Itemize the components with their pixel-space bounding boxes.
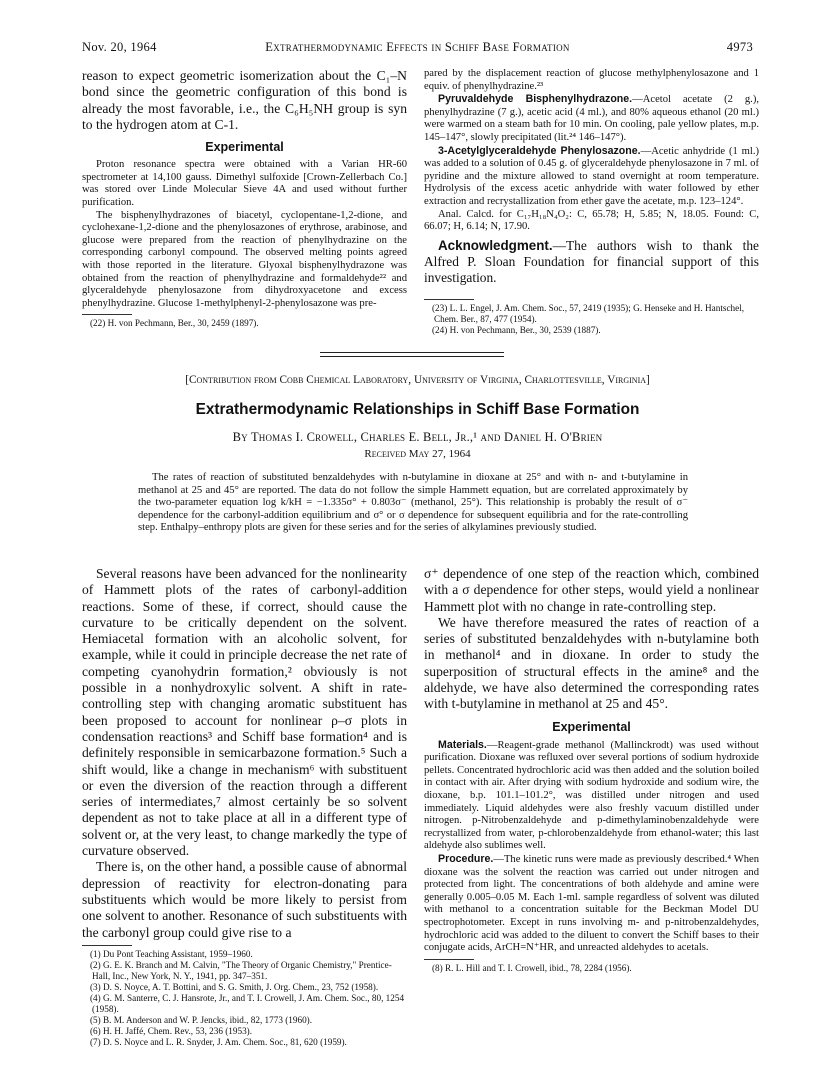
materials-heading: Materials. <box>438 738 487 751</box>
footnote-rule <box>82 314 132 315</box>
body-paragraph-4: We have therefore measured the rates of reaction of a series of substituted benzaldehydes with n-butylamine both in methanol⁴ and in dioxane. In order to study the superposition of structural effects in the amine⁸ and the aldehyde, we have also determined the corresponding rates with t-butylamine in methanol at 25 and 45°. <box>424 614 759 712</box>
acknowledgment-heading: Acknowledgment. <box>438 237 553 253</box>
procedure-paragraph <box>424 853 759 955</box>
footnote-2: (2) G. E. K. Branch and M. Calvin, "The Theory of Organic Chemistry," Prentice-Hall, Inc., New York, N. Y., 1941, pp. 347–351. <box>90 959 392 981</box>
acetylglyceraldehyde-paragraph <box>424 145 759 209</box>
footnote-7: (7) D. S. Noyce and L. R. Snyder, J. Am. Chem. Soc., 81, 620 (1959). <box>90 1036 347 1047</box>
footnote-5: (5) B. M. Anderson and W. P. Jencks, ibid., 82, 1773 (1960). <box>90 1014 313 1025</box>
author-line: By Thomas I. Crowell, Charles E. Bell, Jr.,¹ and Daniel H. O'Brien <box>232 430 603 444</box>
pyruvaldehyde-paragraph <box>424 93 759 144</box>
materials-text: —Reagent-grade methanol (Mallinckrodt) was used without purification. Dioxane was refluxed over several portions of sodium hydroxide pellets. Concentrated hydrochloric acid was then added and the solution boiled in contact with air. After drying with sodium hydroxide and sodium wire, the dioxane, b.p. 101.1–101.2°, was distilled under nitrogen and used immediately. Liquid aldehydes were also freshly vacuum distilled under nitrogen. p-Nitrobenzaldehyde and p-dimethylaminobenzaldehyde were recrystallized from water, p-chlorobenzaldehyde from ethanol-water; this last aldehyde also sublimes well. <box>424 739 759 852</box>
issue-date: Nov. 20, 1964 <box>82 40 157 54</box>
prev-article-left-column <box>82 68 407 329</box>
analysis-line: Anal. Calcd. for C₁₇H₁₈N₄O₂: C, 65.78; H, 5.85; N, 18.05. Found: C, 66.07; H, 6.14; N, 17.90. <box>424 208 759 233</box>
footnote-6: (6) H. H. Jaffé, Chem. Rev., 53, 236 (1953). <box>90 1025 253 1036</box>
materials-paragraph <box>424 739 759 853</box>
article-divider-top <box>320 352 504 353</box>
running-title: Extrathermodynamic Effects in Schiff Base Formation <box>265 40 570 54</box>
acetylglyceraldehyde-text: —Acetic anhydride (1 ml.) was added to a solution of 0.45 g. of glyceraldehyde phenylosazone in 7 ml. of pyridine and the mixture allowed to stand overnight at room temperature. Hydrolysis of the excess acetic anhydride with water followed by ether extraction and recrystallization from ether gave the acetate, m.p. 123–124°. <box>424 145 759 207</box>
body-paragraph-2: There is, on the other hand, a possible cause of abnormal depression of reactivity for electron-donating para substituents which would be more likely to persist from one solvent to another. Resonance of such substituents with the carbonyl group could give rise to a <box>82 859 407 940</box>
footnotes-left <box>82 949 407 1048</box>
body-paragraph-3: σ⁺ dependence of one step of the reaction which, combined with a σ dependence for other steps, would yield a nonlinear Hammett plot with no change in rate-controlling step. <box>424 566 759 614</box>
footnote-4: (4) G. M. Santerre, C. J. Hansrote, Jr., and T. I. Crowell, J. Am. Chem. Soc., 80, 1254 (1958). <box>90 992 405 1014</box>
acknowledgment-text: —The authors wish to thank the Alfred P. Sloan Foundation for financial support of this investigation. <box>424 237 759 285</box>
procedure-heading: Procedure. <box>438 853 494 866</box>
body-paragraph-1: Several reasons have been advanced for the nonlinearity of Hammett plots of the rates of carbonyl-addition reactions. Some of these, if correct, should cause the curvature to be critically dependent on the solvent. Hemiacetal formation with an alcoholic solvent, for example, while it could in principle decrease the net rate of competing cyanohydrin formation,² obviously is not possible in a nonhydroxylic solvent. A shift in rate-controlling step with changing aromatic substituent has been proposed to account for nonlinear ρ–σ plots in condensation reactions³ and Schiff base formation⁴ and is definitely responsible in semicarbazone formation.⁵ Such a shift would, like a change in mechanism⁶ with substituent or even the diversion of the reaction through a different series of intermediates,⁷ almost certainly be so solvent dependent as not to take place at all in a different type of solvent or, at the very least, to change markedly the type of curvature observed. <box>82 566 407 859</box>
acetylglyceraldehyde-heading: 3-Acetylglyceraldehyde Phenylosazone. <box>438 144 641 157</box>
prev-experimental-heading: Experimental <box>205 140 284 155</box>
prev-intro-paragraph: reason to expect geometric isomerization about the C₁–N bond since the geometric configuration of this bond is already the most favorable, i.e., the C₆H₅NH group is syn to the hydrogen atom at C-1. <box>82 68 407 132</box>
abstract: The rates of reaction of substituted benzaldehydes with n-butylamine in dioxane at 25° and with n- and t-butylamine in methanol at 25 and 45° are reported. The data do not follow the simple Hammett equation, but are correlated approximately by the two-parameter equation log k/kH = −1.335σ° + 0.803σ⁻ (methanol, 25°). This relationship is probably the result of σ⁻ dependence for the carbonyl-addition equilibrium and σ° or σ dependence for subsequent equilibria and for the rate-controlling step. Enthalpy–enthropy plots are given for these series and for the series of alkylamines previously studied. <box>138 472 688 534</box>
acknowledgment-paragraph <box>424 238 759 286</box>
footnote-1: (1) Du Pont Teaching Assistant, 1959–1960. <box>90 948 253 959</box>
pyruvaldehyde-text: —Acetol acetate (2 g.), phenylhydrazine (7 g.), acetic acid (4 ml.), and 80% aqueous ethanol (20 ml.) were warmed on a steam bath for 10 min. On cooling, pale yellow plates, m.p. 145–147°, slowly precipitated (lit.²⁴ 146–147°). <box>424 94 759 143</box>
footnote-8: (8) R. L. Hill and T. I. Crowell, ibid., 78, 2284 (1956). <box>432 962 632 973</box>
prev-experimental-p1: Proton resonance spectra were obtained with a Varian HR-60 spectrometer at 14,100 gauss. Dimethyl sulfoxide [Crown-Zellerbach Co.] was stored over Linde Molecular Sieve 4A and used without further purification. <box>82 159 407 208</box>
prev-right-p0: pared by the displacement reaction of glucose methylphenylosazone and 1 equiv. of phenylhydrazine.²³ <box>424 68 759 92</box>
prev-experimental-p2: The bisphenylhydrazones of biacetyl, cyclopentane-1,2-dione, and cyclohexane-1,2-dione and the phenylosazones of erythrose, arabinose, and glucose were prepared from the reaction of phenylhydrazine on the corresponding carbonyl compound. The observed melting points agreed with those reported in the literature. Glyoxal bisphenylhydrazone was obtained from the reaction of phenylhydrazine and formaldehyde²² and glyceraldehyde phenylosazone from dihydroxyacetone and excess phenylhydrazine. Glucose 1-methylphenyl-2-phenylosazone was pre- <box>82 209 407 309</box>
page-header <box>82 40 753 58</box>
footnote-24: (24) H. von Pechmann, Ber., 30, 2539 (1887). <box>432 325 601 336</box>
article-right-column <box>424 566 759 974</box>
footnote-3: (3) D. S. Noyce, A. T. Bottini, and S. G. Smith, J. Org. Chem., 23, 752 (1958). <box>90 981 379 992</box>
procedure-text: —The kinetic runs were made as previously described.⁴ When dioxane was the solvent the reaction was carried out under nitrogen and protected from light. The concentrations of both aldehyde and amine were generally 0.005–0.05 M. Each 1-ml. sample regardless of solvent was diluted with methanol to a concentration suitable for the Beckman Model DU spectrophotometer. Except in runs involving m- and p-nitrobenzaldehydes, hydrochloric acid was added to the diluent to convert the Schiff bases to their conjugate acids, ArCH=N⁺HR, and unreacted aldehydes to acetals. <box>424 854 759 954</box>
footnote-rule <box>424 299 474 300</box>
pyruvaldehyde-heading: Pyruvaldehyde Bisphenylhydrazone. <box>438 93 633 106</box>
article-title: Extrathermodynamic Relationships in Schiff Base Formation <box>195 401 640 418</box>
page-number: 4973 <box>726 40 753 54</box>
prev-article-right-column <box>424 68 759 336</box>
article-divider-bottom <box>320 356 504 357</box>
affiliation: [Contribution from Cobb Chemical Laboratory, University of Virginia, Charlottesville, Virginia] <box>185 374 650 386</box>
article-left-column <box>82 566 407 1048</box>
footnote-rule <box>82 945 132 946</box>
received-date: Received May 27, 1964 <box>364 448 471 460</box>
footnote-22: (22) H. von Pechmann, Ber., 30, 2459 (1897). <box>90 318 259 329</box>
footnote-23: (23) L. L. Engel, J. Am. Chem. Soc., 57, 2419 (1935); G. Henseke and H. Hantschel, Chem. Ber., 87, 477 (1954). <box>432 303 745 325</box>
footnote-rule <box>424 959 474 960</box>
experimental-heading: Experimental <box>552 719 631 734</box>
